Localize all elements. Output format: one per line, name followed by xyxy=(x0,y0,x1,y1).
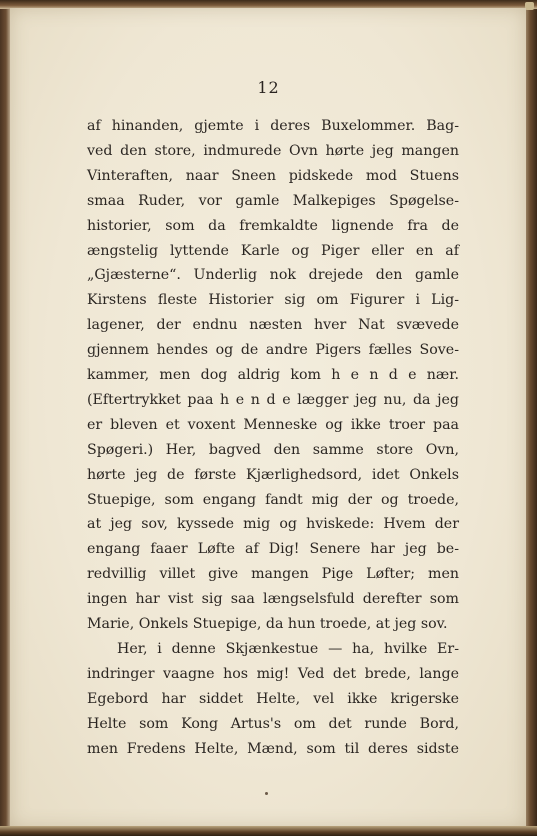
page-speck xyxy=(265,792,268,795)
text-line: (Eftertrykket paa h e n d e lægger jeg nu, da jeg xyxy=(87,391,459,408)
text-line: af hinanden, gjemte i deres Buxelommer. Bag- xyxy=(87,118,459,134)
text-line: er bleven et voxent Menneske og ikke troer paa xyxy=(87,416,459,433)
text-line: gjennem hendes og de andre Pigers fælles Sove- xyxy=(87,342,459,359)
text-line: indringer vaagne hos mig! Ved det brede, lange xyxy=(87,665,459,682)
text-line: engang faaer Løfte af Dig! Senere har jeg be- xyxy=(87,541,459,558)
page-bottom-edge xyxy=(0,826,537,836)
text-line: „Gjæsterne“. Underlig nok drejede den gamle xyxy=(87,267,459,284)
text-line: Stuepige, som engang fandt mig der og troede, xyxy=(87,491,459,508)
text-line: redvillig villet give mangen Pige Løfter; men xyxy=(87,566,459,583)
text-line: historier, som da fremkaldte lignende fra de xyxy=(87,217,459,234)
text-line: hørte jeg de første Kjærlighedsord, idet Onkels xyxy=(87,466,459,483)
text-line: lagener, der endnu næsten hver Nat svævede xyxy=(87,317,459,334)
text-line: Kirstens fleste Historier sig om Figurer i Lig- xyxy=(87,292,459,309)
text-line: ingen har vist sig saa længselsfuld derefter som xyxy=(87,591,459,608)
corner-label xyxy=(525,2,534,10)
text-line: kammer, men dog aldrig kom h e n d e nær. xyxy=(87,367,459,383)
text-line: Vinteraften, naar Sneen pidskede mod Stuens xyxy=(87,167,459,184)
text-line: Her, i denne Skjænkestue — ha, hvilke Er- xyxy=(117,640,459,657)
text-line: Marie, Onkels Stuepige, da hun troede, at jeg sov. xyxy=(87,616,448,632)
text-line: men Fredens Helte, Mænd, som til deres sidste xyxy=(87,740,459,757)
text-line: ængstelig lyttende Karle og Piger eller en af xyxy=(87,242,459,259)
text-line: Spøgeri.) Her, bagved den samme store Ovn, xyxy=(87,441,459,458)
text-line: Helte som Kong Artus's om det runde Bord, xyxy=(87,715,459,732)
text-line: at jeg sov, kyssede mig og hviskede: Hvem der xyxy=(87,516,459,533)
page-number: 12 xyxy=(257,78,280,97)
text-line: smaa Ruder, vor gamle Malkepiges Spøgelse- xyxy=(87,192,459,209)
text-line: ved den store, indmurede Ovn hørte jeg mangen xyxy=(87,142,459,159)
text-line: Egebord har siddet Helte, vel ikke krigerske xyxy=(87,690,459,707)
